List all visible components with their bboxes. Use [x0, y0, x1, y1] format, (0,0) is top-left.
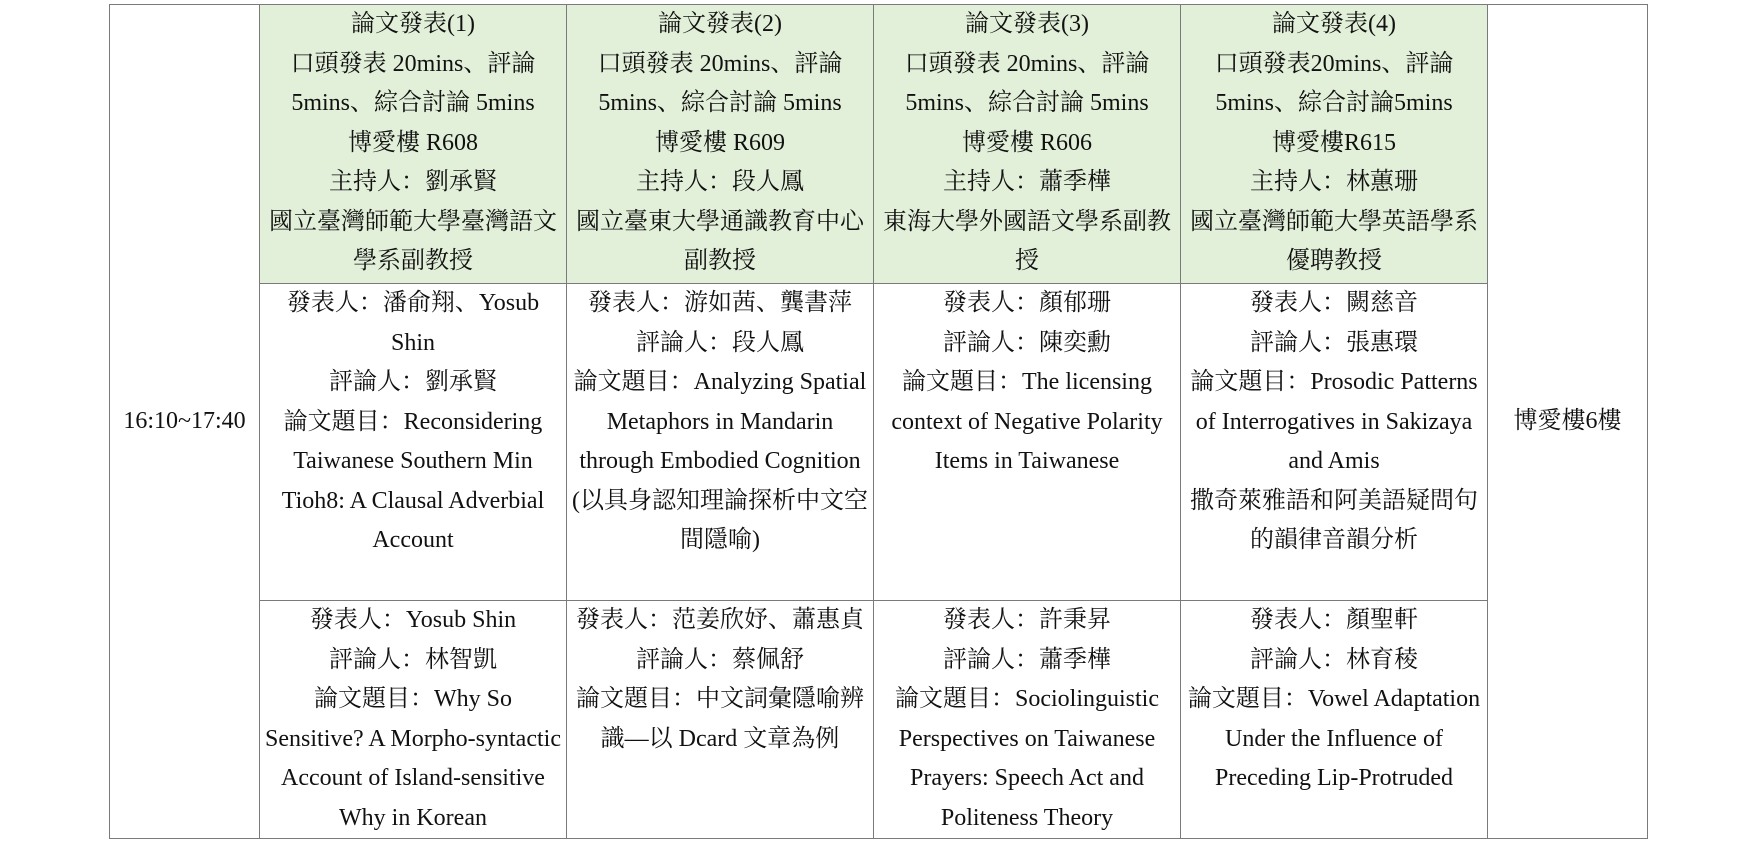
discussant: 評論人：蕭季樺	[943, 646, 1111, 673]
moderator-affiliation: 國立臺灣師範大學臺灣語文學系副教授	[269, 208, 557, 274]
session-title: 論文發表(2)	[658, 11, 782, 37]
session-title: 論文發表(1)	[351, 11, 475, 37]
session-title: 論文發表(4)	[1272, 11, 1396, 37]
paper-cell	[874, 601, 1181, 839]
presenter: 發表人：許秉昇	[943, 607, 1111, 633]
paper-cell	[874, 284, 1181, 601]
presenter: 發表人：顏聖軒	[1250, 607, 1418, 633]
session-moderator: 主持人：蕭季樺	[943, 169, 1111, 195]
time-slot: 16:10~17:40	[110, 5, 260, 839]
session-moderator: 主持人：林蕙珊	[1250, 169, 1418, 195]
paper-cell	[1181, 601, 1488, 839]
session-format: 口頭發表 20mins、評論 5mins、綜合討論 5mins	[290, 50, 536, 116]
presenter: 發表人：闕慈音	[1250, 290, 1418, 316]
discussant: 評論人：蔡佩舒	[636, 646, 804, 673]
moderator-affiliation: 東海大學外國語文學系副教授	[883, 208, 1171, 274]
paper-title: 論文題目：Sociolinguistic Perspectives on Taiwanese Prayers: Speech Act and Politeness Theory	[895, 686, 1159, 831]
paper-title: 論文題目：中文詞彙隱喻辨識—以 Dcard 文章為例	[576, 686, 864, 752]
session-format: 口頭發表 20mins、評論 5mins、綜合討論 5mins	[597, 50, 843, 116]
session-room: 博愛樓 R608	[347, 129, 478, 156]
presenter: 發表人：Yosub Shin	[309, 607, 517, 633]
paper-title: 論文題目：Prosodic Patterns of Interrogatives in Sakizaya and Amis	[1190, 369, 1478, 474]
discussant: 評論人：張惠環	[1250, 329, 1418, 356]
discussant: 評論人：劉承賢	[329, 369, 497, 395]
presenter: 發表人：范姜欣妤、蕭惠貞	[576, 607, 864, 633]
paper-cell	[260, 284, 567, 601]
paper-cell	[567, 284, 874, 601]
session-room: 博愛樓 R609	[654, 129, 785, 156]
discussant: 評論人：陳奕勳	[943, 329, 1111, 356]
session-room: 博愛樓 R606	[961, 129, 1092, 156]
paper-title: 論文題目：Vowel Adaptation	[1187, 686, 1481, 712]
discussant: 評論人：段人鳳	[636, 329, 804, 356]
paper-title: 論文題目：Analyzing Spatial Metaphors in Mandarin through Embodied Cognition (以具身認知理論探析中文空間隱喻)	[572, 369, 868, 553]
moderator-affiliation: 國立臺灣師範大學英語學系優聘教授	[1190, 208, 1478, 274]
session-header	[1181, 5, 1488, 284]
presenter: 發表人：顏郁珊	[943, 290, 1111, 316]
paper-title-cont: Under the Influence of Preceding Lip-Protruded	[1215, 725, 1453, 791]
session-format: 口頭發表 20mins、評論 5mins、綜合討論 5mins	[904, 50, 1150, 116]
paper-row	[110, 601, 1648, 839]
session-room: 博愛樓R615	[1271, 129, 1396, 156]
presenter: 發表人：潘俞翔、Yosub Shin	[286, 290, 540, 356]
session-header-row	[110, 5, 1648, 284]
session-format: 口頭發表20mins、評論5mins、綜合討論5mins	[1214, 50, 1454, 116]
session-header	[874, 5, 1181, 284]
schedule-table	[109, 4, 1648, 839]
paper-title: 論文題目：The licensing context of Negative Polarity Items in Taiwanese	[891, 369, 1163, 474]
session-header	[260, 5, 567, 284]
venue-location: 博愛樓6樓	[1488, 5, 1648, 839]
session-header	[567, 5, 874, 284]
paper-title: 論文題目：Why So Sensitive? A Morpho-syntactic Account of Island-sensitive Why in Korean	[265, 686, 561, 831]
moderator-affiliation: 國立臺東大學通識教育中心副教授	[576, 208, 864, 274]
session-moderator: 主持人：段人鳳	[636, 169, 804, 195]
discussant: 評論人：林育稜	[1250, 646, 1418, 673]
paper-cell	[567, 601, 874, 839]
session-moderator: 主持人：劉承賢	[329, 169, 497, 195]
paper-cell	[1181, 284, 1488, 601]
paper-row	[110, 284, 1648, 601]
discussant: 評論人：林智凱	[329, 646, 497, 673]
paper-title-zh: 撒奇萊雅語和阿美語疑問句的韻律音韻分析	[1190, 487, 1478, 553]
presenter: 發表人：游如茜、龔書萍	[588, 290, 852, 316]
paper-cell	[260, 601, 567, 839]
session-title: 論文發表(3)	[965, 11, 1089, 37]
paper-title: 論文題目：Reconsidering Taiwanese Southern Min Tioh8: A Clausal Adverbial Account	[281, 408, 545, 553]
